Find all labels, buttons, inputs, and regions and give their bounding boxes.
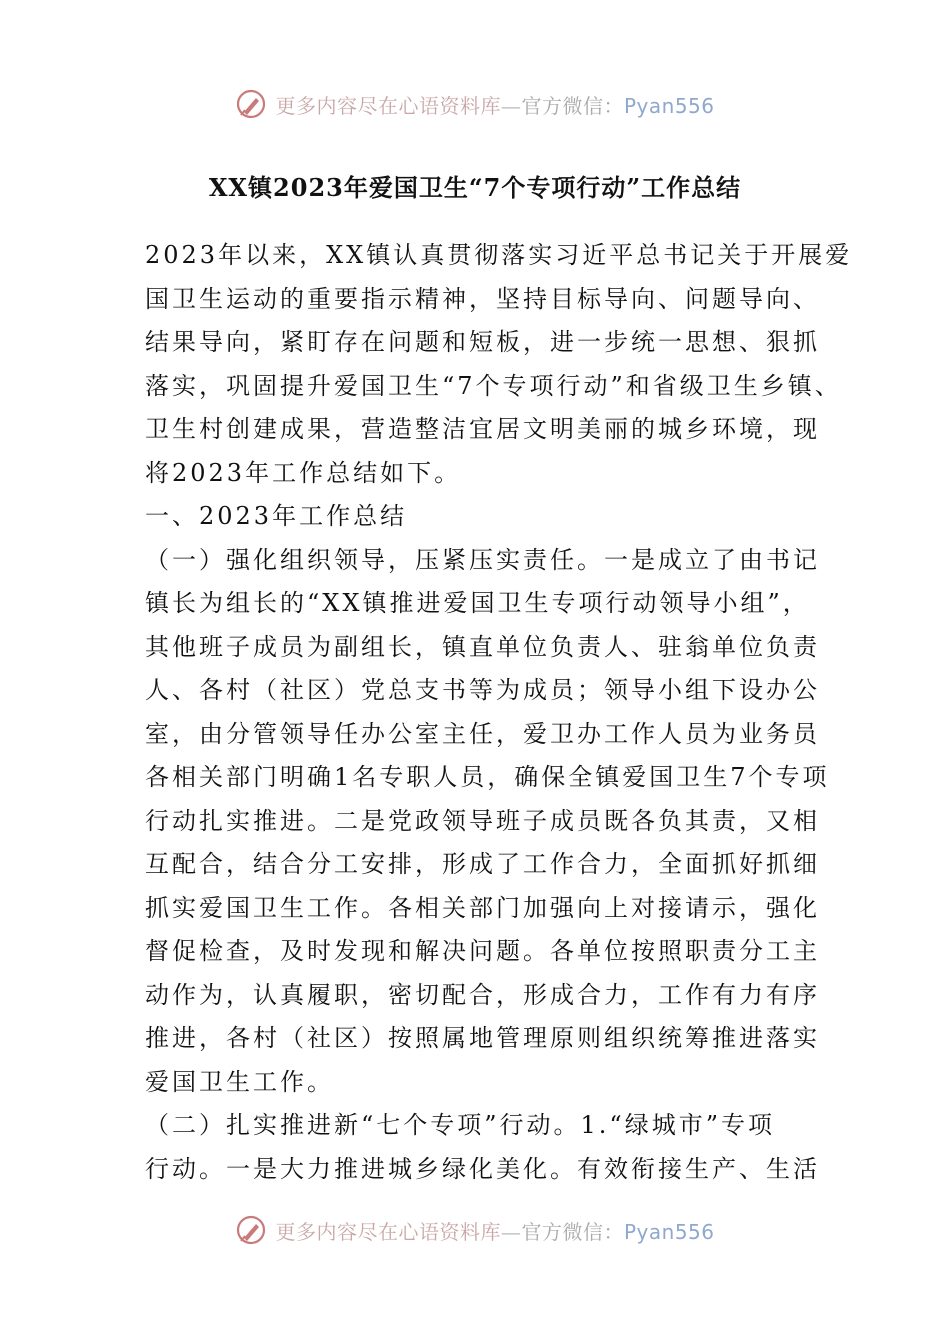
body-line: 卫生村创建成果，营造整洁宜居文明美丽的城乡环境，现 [145, 415, 820, 443]
watermark-dash: — [500, 93, 522, 118]
body-line: 互配合，结合分工安排，形成了工作合力，全面抓好抓细 [145, 850, 820, 878]
document-body [145, 234, 853, 1191]
body-line: （二）扎实推进新“七个专项”行动。1.“绿城市”专项 [145, 1111, 775, 1139]
body-line: 一、2023年工作总结 [145, 502, 408, 530]
document-title: XX镇2023年爱国卫生“7个专项行动”工作总结 [208, 173, 742, 202]
body-line: 抓实爱国卫生工作。各相关部门加强向上对接请示，强化 [145, 893, 820, 922]
watermark-text [275, 1216, 714, 1245]
body-line: 爱国卫生工作。 [145, 1067, 334, 1096]
body-line: 落实，巩固提升爱国卫生“7个专项行动”和省级卫生乡镇、 [145, 371, 842, 400]
watermark-id: Pyan556 [623, 1219, 715, 1244]
body-line: 结果导向，紧盯存在问题和短板，进一步统一思想、狠抓 [145, 328, 820, 356]
watermark-dash: — [500, 1219, 522, 1244]
watermark-footer [0, 1208, 950, 1252]
body-line: 行动扎实推进。二是党政领导班子成员既各负其责，又相 [145, 806, 820, 835]
body-line: 2023年以来，XX镇认真贯彻落实习近平总书记关于开展爱 [145, 241, 853, 269]
body-line: 人、各村（社区）党总支书等为成员；领导小组下设办公 [145, 676, 820, 704]
body-line: 其他班子成员为副组长，镇直单位负责人、驻翁单位负责 [145, 632, 820, 661]
watermark-header [0, 82, 950, 126]
body-line: 行动。一是大力推进城乡绿化美化。有效衔接生产、生活 [145, 1154, 820, 1183]
watermark-label: 官方微信： [521, 93, 624, 118]
body-line: 各相关部门明确1名专职人员，确保全镇爱国卫生7个专项 [145, 763, 830, 791]
watermark-site-text: 更多内容尽在心语资料库 [275, 93, 501, 118]
body-line: 室，由分管领导任办公室主任，爱卫办工作人员为业务员 [145, 719, 820, 748]
watermark-id: Pyan556 [623, 93, 715, 118]
body-line: 推进，各村（社区）按照属地管理原则组织统筹推进落实 [145, 1024, 820, 1052]
body-line: 国卫生运动的重要指示精神，坚持目标导向、问题导向、 [145, 284, 820, 313]
body-line: 动作为，认真履职，密切配合，形成合力，工作有力有序 [145, 980, 820, 1009]
body-line: （一）强化组织领导，压紧压实责任。一是成立了由书记 [145, 545, 820, 574]
watermark-site-text: 更多内容尽在心语资料库 [275, 1219, 501, 1244]
body-line: 将2023年工作总结如下。 [145, 458, 462, 487]
watermark-text [275, 90, 714, 119]
body-line: 督促检查，及时发现和解决问题。各单位按照职责分工主 [145, 937, 820, 965]
pen-logo-icon [235, 88, 267, 120]
pen-logo-icon [235, 1214, 267, 1246]
body-line: 镇长为组长的“XX镇推进爱国卫生专项行动领导小组”， [145, 589, 810, 617]
watermark-label: 官方微信： [521, 1219, 624, 1244]
